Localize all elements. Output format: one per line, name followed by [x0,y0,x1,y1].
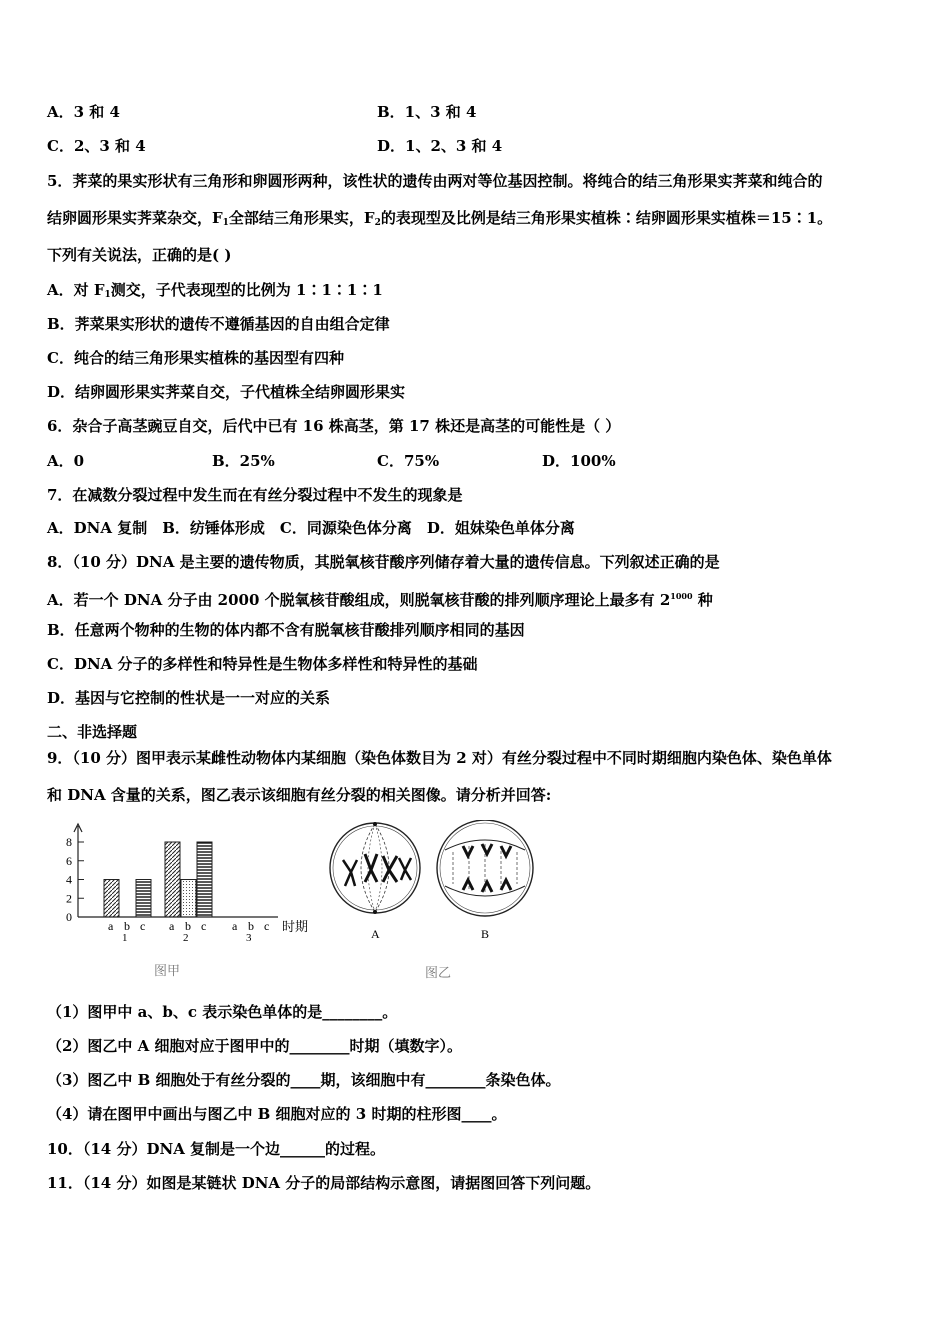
bar-c-period-1 [136,880,151,918]
bar-a-period-2 [165,842,180,917]
q8-option-c: C．DNA 分子的多样性和特异性是生物体多样性和特异性的基础 [47,655,478,673]
figure-jia-chart [60,818,330,988]
bar-letter-label: a [108,919,114,933]
q8-option-b: B．任意两个物种的生物的体内都不含有脱氧核苷酸排列顺序相同的基因 [47,621,525,639]
q5-stem-line2 [47,208,832,233]
q8-option-a [47,586,713,610]
q9-stem-line2: 和 DNA 含量的关系，图乙表示该细胞有丝分裂的相关图像。请分析并回答: [47,786,552,804]
q7-stem: 7．在减数分裂过程中发生而在有丝分裂过程中不发生的现象是 [47,486,463,504]
q5-option-a-sub: 1 [104,290,111,300]
bar-letter-label: c [140,919,146,933]
cell-b-label: B [481,927,490,941]
q4-option-a: A．3 和 4 [47,103,120,121]
y-tick-label: 8 [66,835,72,849]
cell-a-label: A [371,927,380,941]
q7-options: A．DNA 复制 B．纺锤体形成 C．同源染色体分离 D．姐妹染色单体分离 [47,519,575,537]
q6-stem: 6．杂合子高茎豌豆自交，后代中已有 16 株高茎，第 17 株还是高茎的可能性是（ ） [47,417,621,435]
q5-option-c: C．纯合的结三角形果实植株的基因型有四种 [47,349,344,367]
bar-letter-label: c [264,919,270,933]
bar-b-period-2 [181,880,196,918]
q9-stem-line1: 9．（10 分）图甲表示某雌性动物体内某细胞（染色体数目为 2 对）有丝分裂过程中不同时期细胞内染色体、染色单体 [47,749,832,767]
q6-option-c: C．75% [377,452,440,470]
q5-text-a: 结卵圆形果实荠菜杂交，F [47,209,223,227]
q8-option-a-text: A．若一个 DNA 分子由 2000 个脱氧核苷酸组成，则脱氧核苷酸的排列顺序理论上最多有 2 [47,591,671,609]
q5-option-a-rest: 测交，子代表现型的比例为 1∶1∶1∶1 [110,281,383,299]
q5-sub-f2: 2 [374,218,381,228]
q8-option-a-rest: 种 [692,591,713,609]
bar-letter-label: a [169,919,175,933]
bar-letter-label: b [185,919,191,933]
q9-sub1: （1）图甲中 a、b、c 表示染色单体的是________。 [47,1003,398,1021]
q6-option-a: A．0 [47,452,85,470]
q5-option-a-text: A．对 F [47,281,105,299]
cell-a-drawing [330,822,420,914]
bar-a-period-1 [104,880,119,918]
bar-letter-label: b [124,919,130,933]
section-title-nonchoice: 二、非选择题 [47,723,138,741]
q5-option-b: B．荠菜果实形状的遗传不遵循基因的自由组合定律 [47,315,390,333]
q11-stem: 11．（14 分）如图是某链状 DNA 分子的局部结构示意图，请据图回答下列问题。 [47,1174,601,1192]
figure-yi-caption: 图乙 [425,966,452,981]
q5-option-d: D．结卵圆形果实荠菜自交，子代植株全结卵圆形果实 [47,383,406,401]
q4-option-c: C．2、3 和 4 [47,137,146,155]
figure-yi-cells [327,820,542,945]
bar-c-period-2 [197,842,212,917]
q6-option-d: D．100% [542,452,616,470]
q5-stem-line3: 下列有关说法，正确的是( ) [47,246,232,264]
y-tick-label: 4 [66,872,72,887]
bar-letter-label: c [201,919,207,933]
q9-sub2: （2）图乙中 A 细胞对应于图甲中的________时期（填数字）。 [47,1037,463,1055]
bar-letter-label: b [248,919,254,933]
q5-option-a [47,280,383,305]
figure-jia [60,818,330,992]
q10-stem: 10．（14 分）DNA 复制是一个边______的过程。 [47,1140,386,1158]
q9-sub4: （4）请在图甲中画出与图乙中 B 细胞对应的 3 时期的柱形图____。 [47,1105,507,1123]
q8-stem: 8．（10 分）DNA 是主要的遗传物质，其脱氧核苷酸序列储存着大量的遗传信息。下列叙述正确的是 [47,553,720,571]
q8-option-a-exponent: 1000 [670,591,693,601]
q5-text-c: 的表现型及比例是结三角形果实植株∶结卵圆形果实植株＝15∶1。 [380,209,833,227]
bar-letter-label: a [232,919,238,933]
period-label: 2 [183,932,189,944]
q5-sub-f1: 1 [222,218,229,228]
q5-text-b: 全部结三角形果实，F [228,209,375,227]
q9-sub3: （3）图乙中 B 细胞处于有丝分裂的____期，该细胞中有________条染色体。 [47,1071,561,1089]
cell-b-drawing [437,820,533,916]
y-tick-label: 6 [66,853,72,868]
q8-option-d: D．基因与它控制的性状是一一对应的关系 [47,689,331,707]
y-tick-label: 2 [66,891,72,906]
period-label: 3 [246,932,252,944]
q5-stem-line1: 5．荠菜的果实形状有三角形和卵圆形两种，该性状的遗传由两对等位基因控制。将纯合的结三角形果实荠菜和纯合的 [47,172,823,190]
figure-jia-caption: 图甲 [154,964,181,979]
period-label: 1 [122,932,128,944]
q4-option-b: B．1、3 和 4 [377,103,477,121]
q4-option-d: D．1、2、3 和 4 [377,137,503,155]
x-axis-label: 时期 [282,919,309,934]
q6-option-b: B．25% [212,452,275,470]
y-tick-label: 0 [66,910,72,924]
figure-yi [327,820,542,981]
